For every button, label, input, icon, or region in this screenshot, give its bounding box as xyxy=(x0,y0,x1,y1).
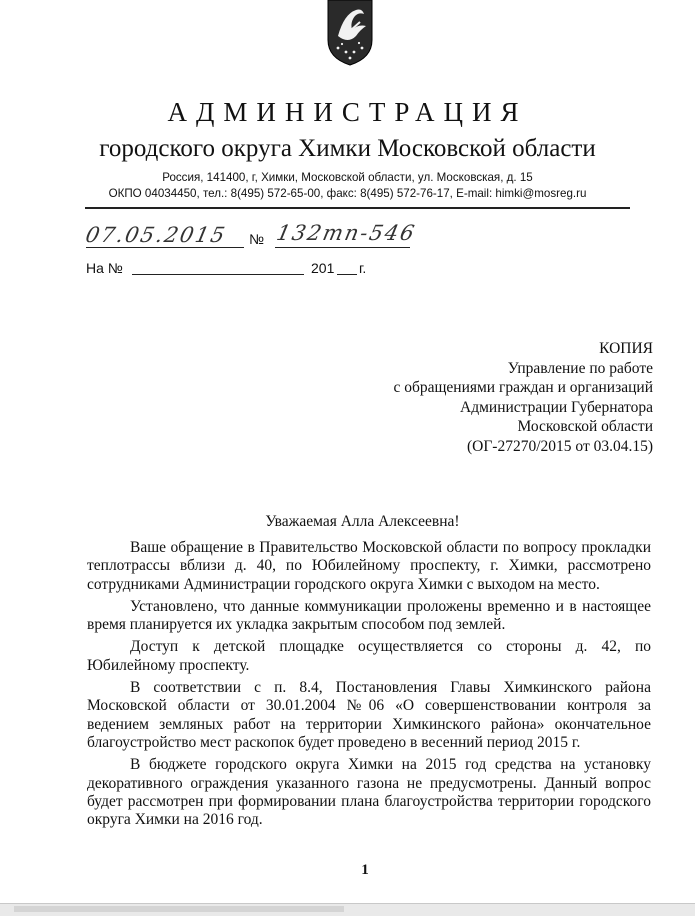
registration-number: 132тп-546 xyxy=(274,221,419,245)
reference-year-blank xyxy=(337,274,357,275)
letter-body xyxy=(87,539,651,833)
body-paragraph: Установлено, что данные коммуникации проложены временно и в настоящее время планируется их укладка закрытым способом под землей. xyxy=(87,597,651,634)
reference-label: На № xyxy=(86,260,123,276)
registration-date-underline xyxy=(86,247,244,248)
addressee-block xyxy=(393,339,653,456)
reference-number-blank xyxy=(132,274,304,275)
body-paragraph: Доступ к детской площадке осуществляется со стороны д. 42, по Юбилейному проспекту. xyxy=(87,638,651,674)
page-number: 1 xyxy=(361,862,369,878)
registration-date: 07.05.2015 xyxy=(83,223,229,247)
coat-of-arms-icon xyxy=(326,0,374,66)
body-paragraph: В бюджете городского округа Химки на 2015 год средства на установку декоративного ограждения указанного газона не предусмотрены. Данный вопрос будет рассмотрен при формировании плана благоустройства территории городского округа Химки на 2016 год. xyxy=(87,756,651,829)
header-divider xyxy=(85,207,630,209)
organization-subtitle: городского округа Химки Московской области xyxy=(99,135,596,162)
scan-edge-mark xyxy=(14,906,344,912)
addressee-line: Управление по работе xyxy=(507,359,653,377)
registration-number-label: № xyxy=(249,231,265,247)
addressee-line: Московской области xyxy=(517,418,653,435)
addressee-reference: (ОГ-27270/2015 от 03.04.15) xyxy=(466,437,653,455)
reference-year-label: 201 xyxy=(311,260,335,276)
reference-year-suffix: г. xyxy=(359,260,367,276)
addressee-copy-mark: КОПИЯ xyxy=(599,340,653,357)
registration-number-underline xyxy=(275,247,410,248)
address-line: Россия, 141400, г, Химки, Московской области, ул. Московская, д. 15 xyxy=(162,171,533,184)
salutation: Уважаемая Алла Алексеевна! xyxy=(265,513,460,530)
addressee-line: Администрации Губернатора xyxy=(460,398,653,416)
organization-title: АДМИНИСТРАЦИЯ xyxy=(167,97,528,127)
body-paragraph: Ваше обращение в Правительство Московской области по вопросу прокладки теплотрассы вблизи д. 40, по Юбилейному проспекту, г. Химки, рассмотрено сотрудниками Администрации городского округа Химки с выходом на место. xyxy=(87,539,651,593)
addressee-line: с обращениями граждан и организаций xyxy=(393,379,653,396)
body-paragraph: В соответствии с п. 8.4, Постановления Главы Химкинского района Московской области от 30.01.2004 №06 «О совершенствовании контроля за ведением земляных работ на территории Химкинского района» окончательное благоустройство мест раскопок будет проведено в весенний период 2015 г. xyxy=(87,679,651,751)
contacts-line: ОКПО 04034450, тел.: 8(495) 572-65-00, факс: 8(495) 572-76-17, E-mail: himki@mosreg.ru xyxy=(108,187,587,200)
